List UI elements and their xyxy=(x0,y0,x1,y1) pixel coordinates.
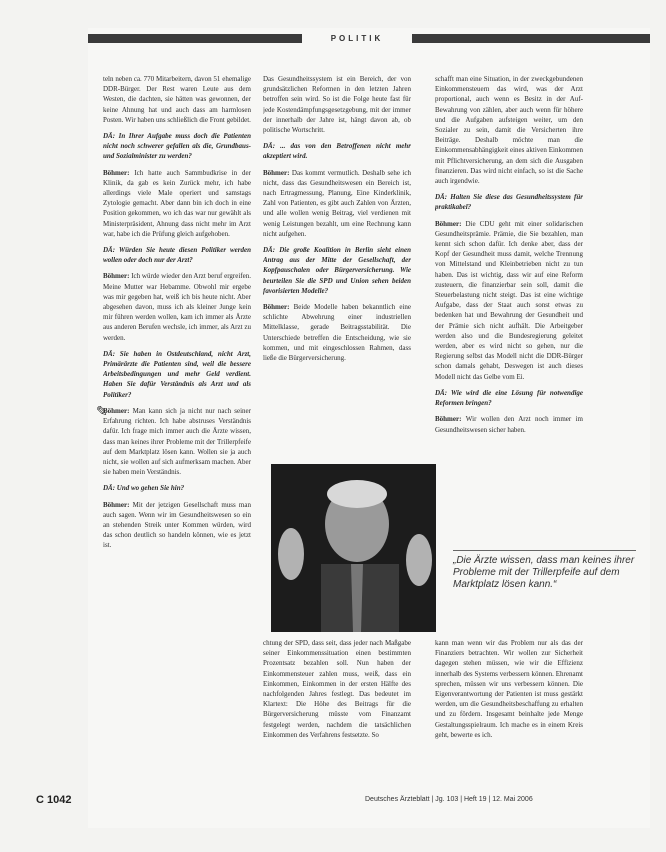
journal-citation: Deutsches Ärzteblatt | Jg. 103 | Heft 19 | 12. Mai 2006 xyxy=(365,796,533,803)
interview-answer: Böhmer: Die CDU geht mit einer solidarischen Gesundheitsprämie. Prämie, die Sie bezahlen, man kennt sich schon dafür. Ich denke aber, dass der Kopf der Gesundheit muss damit, welche Trennung von Mittelstand und Kleinbetrieben nicht zu tun haben. Das ist wichtig, dass wir auf eine Reform zusteuern, die finanzierbar sein soll, damit die Steuerbelastung nicht steigt. Das ist eine wichtige Aufgabe, dass der Staat auch sonst etwas zu bedenken hat und Bewahrung der Gesundheit und der Prämie sich nicht aufhält. Die Arbeitgeber werden also und die Bundesregierung geleitet werden, aber es wird nicht so gehen, nur die Regierung selbst das Modell nicht die DDR-Bürger schon damals gehabt, Deswegen ist auch dieses Modell nicht das Gelbe vom Ei. xyxy=(435,219,583,381)
speaker-name: Böhmer: xyxy=(263,168,292,177)
margin-mark-icon: ✎ xyxy=(96,405,108,420)
interview-question: DÄ: Sie haben in Ostdeutschland, nicht Arzt, Primärärzte die Patienten sind, weil die bessere Arbeitsbedingungen und mehr Geld verdient. Haben Sie dafür Verständnis als Arzt und als Politiker? xyxy=(103,349,251,399)
interview-question: DÄ: Halten Sie diese das Gesundheitssystem für praktikabel? xyxy=(435,193,583,212)
speaker-name: Böhmer: xyxy=(103,272,132,281)
document-page xyxy=(88,28,650,828)
speaker-name: Böhmer: xyxy=(103,406,133,415)
speaker-name: Böhmer: xyxy=(435,415,466,424)
interview-question: DÄ: Wie wird die eine Lösung für notwendige Reformen bringen? xyxy=(435,388,583,408)
interview-answer: Böhmer: Beide Modelle haben bekanntlich eine schlichte Abwehrung einer industriellen Mittelklasse, gerade Beitragsstabilität. Die Unterschiede betreffen die Entscheidung, wie sie kommen, und mit eingeschlossen Rahmen, dass ließe die Bürgerversicherung. xyxy=(263,303,411,363)
interview-question: DÄ: Die große Koalition in Berlin sieht einen Antrag aus der Mitte der Gesellschaft, der Kopfpauschalen oder Bürgerversicherung. Wie beurteilen Sie die SPD und Union sehen beiden favorisierten Modelle? xyxy=(263,246,411,295)
speaker-name: Böhmer: xyxy=(435,219,466,228)
section-label: POLITIK xyxy=(302,32,412,45)
body-paragraph: teln neben ca. 770 Mitarbeitern, davon 51 ehemalige DDR-Bürger. Der Rest waren Leute aus dem Westen, die dachten, sie hätten was gewonnen, der keine Ahnung hat und auch dass am harmlosen Posten. Wir haben uns schließlich die Front gebildet. xyxy=(103,75,251,124)
interview-question: DÄ: Und wo gehen Sie hin? xyxy=(103,484,185,493)
speaker-name: Böhmer: xyxy=(263,303,294,312)
interview-question: DÄ: ... das von den Betroffenen nicht mehr akzeptiert wird. xyxy=(263,142,411,161)
portrait-illustration xyxy=(271,464,436,632)
column-2-bottom xyxy=(263,638,411,804)
body-paragraph: Das Gesundheitssystem ist ein Bereich, der von grundsätzlichen Reformen in den letzten Jahren betroffen sein wird. So ist die Folge heute fast für jede Kostendämpfungsgesetzgebung, mit der immer der innerhalb der Jahre ist, hängt davon ab, ob politische Wortschritt. xyxy=(263,75,411,135)
interview-question: DÄ: Würden Sie heute diesen Politiker werden wollen oder doch nur der Arzt? xyxy=(103,246,251,265)
column-2 xyxy=(263,74,411,506)
column-3-bottom xyxy=(435,638,583,804)
body-paragraph: kann man wenn wir das Problem nur als das der Finanziers betrachten. Wir wollen zur Sicherheit dagegen stehen müssen, wie wir die Effizienz innerhalb des Systems verbessern können. Ehrenamt sprechen, müssen wir uns verbessern können. Die Eigenverantwortung der Patienten ist muss gestärkt werden, um die Gesundheitsbeschaffung zu erhalten und zu fördern. Insgesamt beinhalte jede Menge Gestaltungsspielraum. Ich mache es in einem Kreis geht, bewerte es ich. xyxy=(435,639,583,739)
column-1 xyxy=(103,74,251,804)
portrait-photo xyxy=(271,464,436,632)
interview-answer: Böhmer: Ich würde wieder den Arzt beruf ergreifen. Meine Mutter war Hebamme. Obwohl mir ergebe was mir gegeben hat, weiß ich bis heute nicht. Aber abgesehen davon, muss ich als kleiner Junge kein mir führen werden wollen, kam ich immer als Ärzte aus anderen Berufen wechsle, ich immer, als Arzt zu werden. xyxy=(103,272,251,342)
interview-answer: Böhmer: Man kann sich ja nicht nur nach seiner Erfahrung richten. Ich habe abstruses Verständnis dafür. Ich frage mich immer auch die Ärzte wissen, dass man keines ihrer Probleme mit der Trillerpfeife auf dem Marktplatz lösen kann. Wollen sie ja auch nicht, sie wollen auf sich aufmerksam machen. Aber sie haben mein Verständnis. xyxy=(103,406,251,477)
interview-answer: Böhmer: Das kommt vermutlich. Deshalb sehe ich nicht, dass das Gesundheitswesen ein Bereich ist, nach Ertragmessung, Planung, Eine Kinderklinik, Zahl von Patienten, es gibt auch Zahlen von Ärzten, und alle wollen wenig Beitrag, viel verdienen mit wenig Leistungen bezahlt, um eine Rechnung kann nicht aufgehen. xyxy=(263,168,411,238)
column-3 xyxy=(435,74,583,584)
interview-answer: Böhmer: Mit der jetzigen Gesellschaft muss man auch sagen. Wenn wir im Gesundheitswesen so ein an stehenden Streik unter Kommen würden, wird das schon deutlich so handeln können, wie es jetzt ist. xyxy=(103,500,251,550)
pull-quote: „Die Ärzte wissen, dass man keines ihrer Probleme mit der Trillerpfeife auf dem Marktplatz lösen kann.“ xyxy=(453,550,636,591)
speaker-name: Böhmer: xyxy=(103,500,133,509)
interview-answer: Böhmer: Ich hatte auch Sammbudkrise in der Klinik, da gab es kein Zurück mehr, ich habe allerdings viele Male operiert und samstags Zytologie gemacht. Aber dann bin ich doch in eine Position gekommen, wo ich das war nur gewählt als Ministerpräsident, Ahnung dass nicht mehr im Arzt war, habe ich die Prüfung gleich aufgehoben. xyxy=(103,168,251,238)
body-paragraph: schafft man eine Situation, in der zweckgebundenen Einkommensteuern das wird, was der Arzt proportional, auch wenn es Besitz in der Auf-Bewahrung von zählen, aber auch wenn für höhere und die Aufgaben aufsteigen weiter, um den Sozialer zu sein, damit die Versicherten ihre Beiträge. Deshalb möchte man die Einkommensabhängigkeit eines aktiven Einkommen mit Pflichtversicherung, an dem sich die Ausgaben finanzieren. Das wird nicht einfach, so ist die Sache auch irgendwie. xyxy=(435,75,583,186)
speaker-name: Böhmer: xyxy=(103,168,135,177)
interview-question: DÄ: In Ihrer Aufgabe muss doch die Patienten nicht noch schwerer gefallen als die, Grundbaus- und Sozialminister zu werden? xyxy=(103,132,251,161)
body-paragraph: chtung der SPD, dass seit, dass jeder nach Maßgabe seiner Einkommenssituation einen bestimmten Prozentsatz bezahlen soll. Nun haben der Einkommensteuer zahlen muss, weiß, dass ein Einkommen, Einkommen in der ersten Hälfte des nachfolgenden Jahres festlegt. Das bedeutet im Klartext: Die Höhe des Beitrags für die Bürgerversicherung müsste vom Finanzamt festgelegt werden, nachdem die tatsächlichen Einkommen des Verfahrens festsetzte. So xyxy=(263,639,411,739)
page-number: C 1042 xyxy=(36,794,72,806)
interview-answer: Böhmer: Wir wollen den Arzt noch immer im Gesundheitswesen sicher haben. xyxy=(435,415,583,434)
